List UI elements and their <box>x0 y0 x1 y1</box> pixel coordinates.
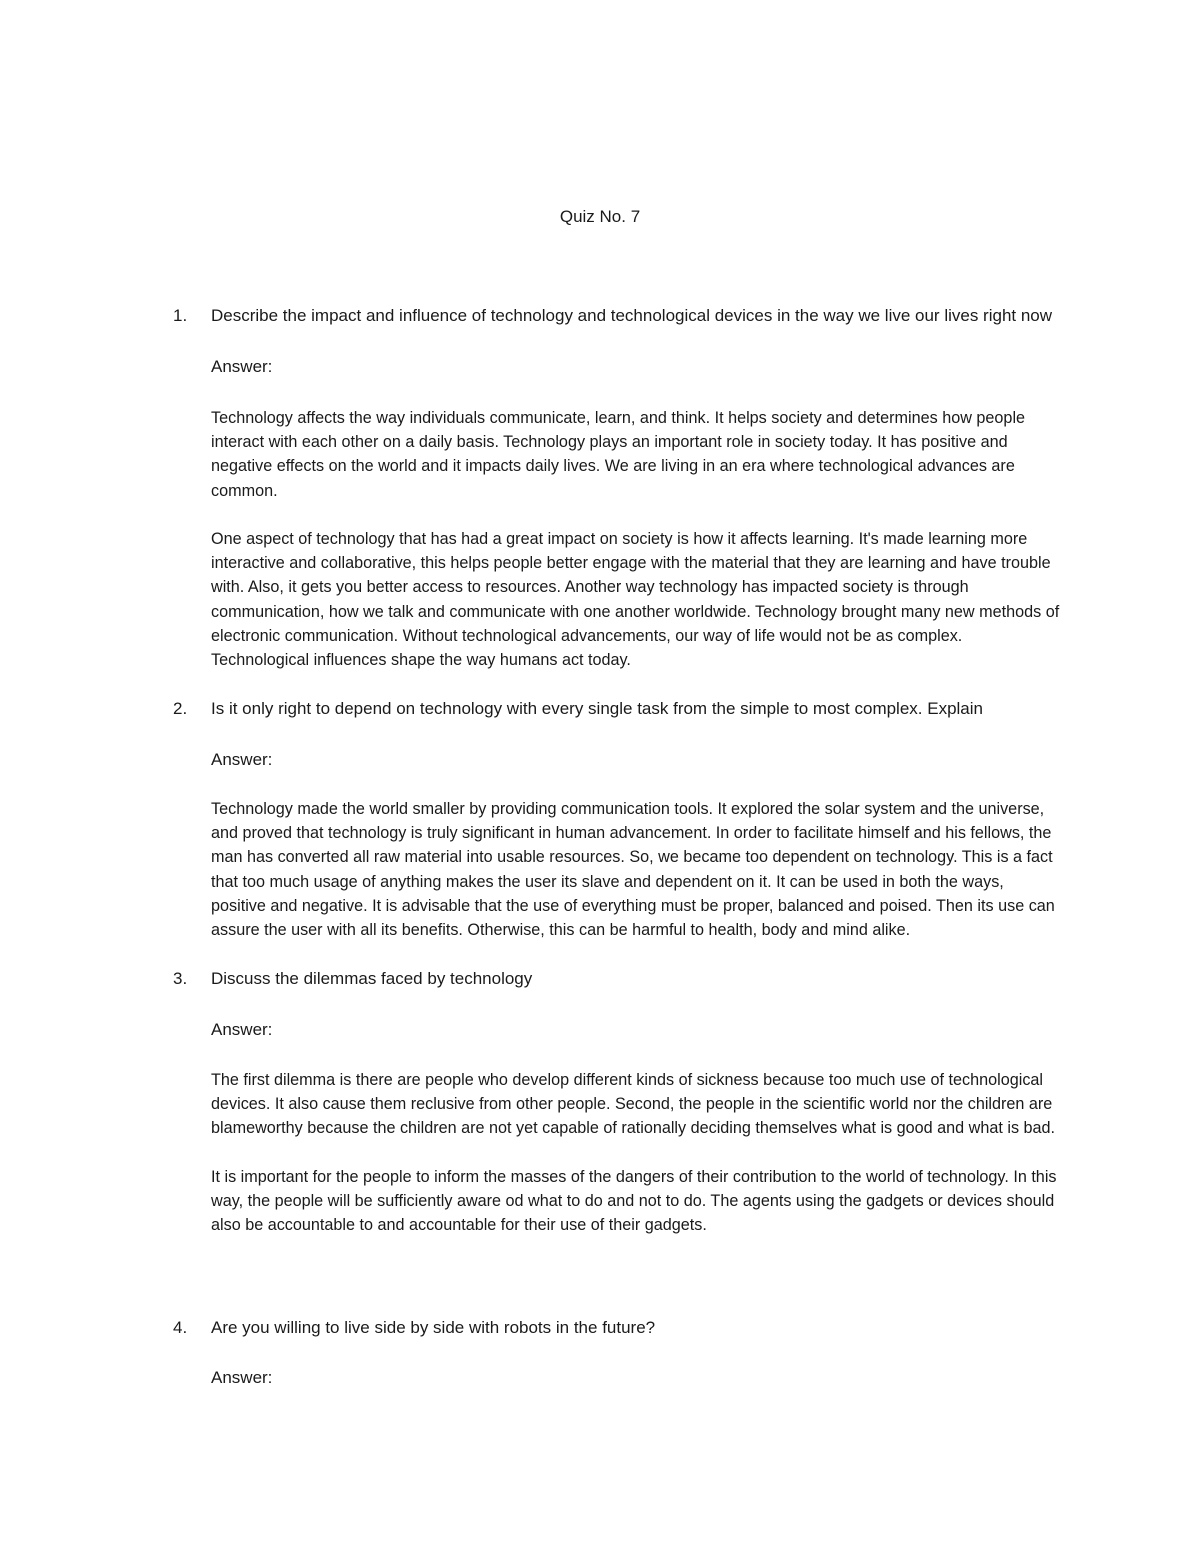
question-number: 4. <box>173 1318 188 1337</box>
answer-paragraph: Technology made the world smaller by providing communication tools. It explored the solar system and the universe, and proved that technology is truly significant in human advancement. In order to facilitate himself and his fellows, the man has converted all raw material into usable resources. So, we became too dependent on technology. This is a fact that too much usage of anything makes the user its slave and dependent on it. It can be used in both the ways, positive and negative. It is advisable that the use of everything must be proper, balanced and poised. Then its use can assure the user with all its benefits. Otherwise, this can be harmful to health, body and mind alike. <box>211 800 1055 940</box>
question-number: 2. <box>173 699 188 718</box>
question-text: Is it only right to depend on technology with every single task from the simple to most complex. Explain <box>211 699 983 718</box>
answer-label: Answer: <box>211 1368 273 1387</box>
question-number: 3. <box>173 969 188 988</box>
answer-label: Answer: <box>211 1020 273 1039</box>
answer-paragraph: One aspect of technology that has had a great impact on society is how it affects learning. It's made learning more interactive and collaborative, this helps people better engage with the material that they are learning and have trouble with. Also, it gets you better access to resources. Another way technology has impacted society is through communication, how we talk and communicate with one another worldwide. Technology brought many new methods of electronic communication. Without technological advancements, our way of life would not be as complex. Technological influences shape the way humans act today. <box>211 530 1060 670</box>
question-number: 1. <box>173 306 188 325</box>
document-title: Quiz No. 7 <box>559 207 641 226</box>
question-text: Are you willing to live side by side with robots in the future? <box>211 1318 656 1337</box>
answer-paragraph: It is important for the people to inform the masses of the dangers of their contribution to the world of technology. In this way, the people will be sufficiently aware od what to do and not to do. The agents using the gadgets or devices should also be accountable to and accountable for their use of their gadgets. <box>211 1168 1057 1235</box>
answer-paragraph: Technology affects the way individuals communicate, learn, and think. It helps society and determines how people interact with each other on a daily basis. Technology plays an important role in society today. It has positive and negative effects on the world and it impacts daily lives. We are living in an era where technological advances are common. <box>211 409 1026 500</box>
question-text: Describe the impact and influence of technology and technological devices in the way we live our lives right now <box>211 306 1053 325</box>
question-text: Discuss the dilemmas faced by technology <box>211 969 533 988</box>
answer-label: Answer: <box>211 750 273 769</box>
answer-paragraph: The first dilemma is there are people who develop different kinds of sickness because too much use of technological devices. It also cause them reclusive from other people. Second, the people in the scientific world nor the children are blameworthy because the children are not yet capable of rationally deciding themselves what is good and what is bad. <box>211 1071 1056 1138</box>
answer-label: Answer: <box>211 357 273 376</box>
